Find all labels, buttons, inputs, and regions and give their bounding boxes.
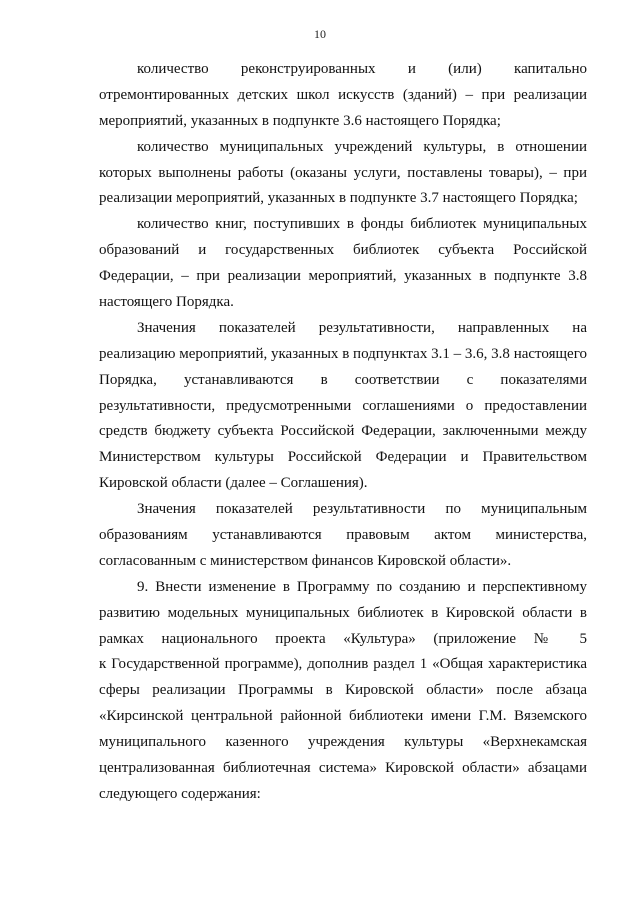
paragraph-culture-institutions-count: [99, 135, 587, 213]
paragraph-schools-count: [99, 57, 587, 135]
page-number: 10: [314, 27, 326, 41]
text-line: Федерации, – при реализации мероприятий, указанных в подпункте 3.8: [99, 268, 587, 285]
text-line: Значения показателей результативности, направленных на: [137, 319, 587, 336]
text-line: количество книг, поступивших в фонды библиотек муниципальных: [137, 216, 587, 233]
text-line: реализации мероприятий, указанных в подпункте 3.7 настоящего Порядка;: [99, 190, 578, 207]
text-line: муниципального казенного учреждения культуры «Верхнекамская: [99, 734, 587, 751]
text-line: образованиям устанавливаются правовым актом министерства,: [99, 527, 587, 544]
text-line: к Государственной программе), дополнив раздел 1 «Общая характеристика: [99, 656, 587, 673]
text-line: Министерством культуры Российской Федерации и Правительством: [99, 449, 587, 466]
text-line: «Кирсинской центральной районной библиотеки имени Г.М. Вяземского: [99, 708, 587, 725]
text-line: рамках национального проекта «Культура» (приложение № 5: [99, 630, 587, 647]
document-body: [99, 57, 587, 808]
text-line: которых выполнены работы (оказаны услуги, поставлены товары), – при: [99, 164, 587, 181]
text-line: количество муниципальных учреждений культуры, в отношении: [137, 138, 587, 155]
text-line: 9. Внести изменение в Программу по созданию и перспективному: [137, 578, 587, 595]
text-line: Значения показателей результативности по муниципальным: [137, 501, 587, 518]
text-line: следующего содержания:: [99, 785, 261, 802]
paragraph-item-9: [99, 575, 587, 808]
text-line: развитию модельных муниципальных библиотек в Кировской области в: [99, 604, 587, 621]
text-line: средств бюджету субъекта Российской Федерации, заключенными между: [99, 423, 587, 440]
text-line: количество реконструированных и (или) капитально: [137, 61, 587, 77]
text-line: образований и государственных библиотек субъекта Российской: [99, 242, 587, 259]
text-line: результативности, предусмотренными соглашениями о предоставлении: [99, 397, 587, 414]
text-line: Порядка, устанавливаются в соответствии с показателями: [99, 371, 587, 388]
text-line: согласованным с министерством финансов Кировской области».: [99, 552, 512, 569]
text-line: мероприятий, указанных в подпункте 3.6 настоящего Порядка;: [99, 112, 501, 129]
text-line: настоящего Порядка.: [99, 294, 234, 311]
paragraph-books-count: [99, 212, 587, 316]
paragraph-indicator-values: [99, 316, 587, 497]
text-line: отремонтированных детских школ искусств (зданий) – при реализации: [99, 86, 587, 103]
text-line: централизованная библиотечная система» Кировской области» абзацами: [99, 760, 587, 777]
text-line: реализацию мероприятий, указанных в подпунктах 3.1 – 3.6, 3.8 настоящего: [99, 345, 587, 362]
paragraph-municipal-indicators: [99, 497, 587, 575]
text-line: сферы реализации Программы в Кировской области» после абзаца: [99, 682, 587, 699]
text-line: Кировской области (далее – Соглашения).: [99, 475, 368, 492]
